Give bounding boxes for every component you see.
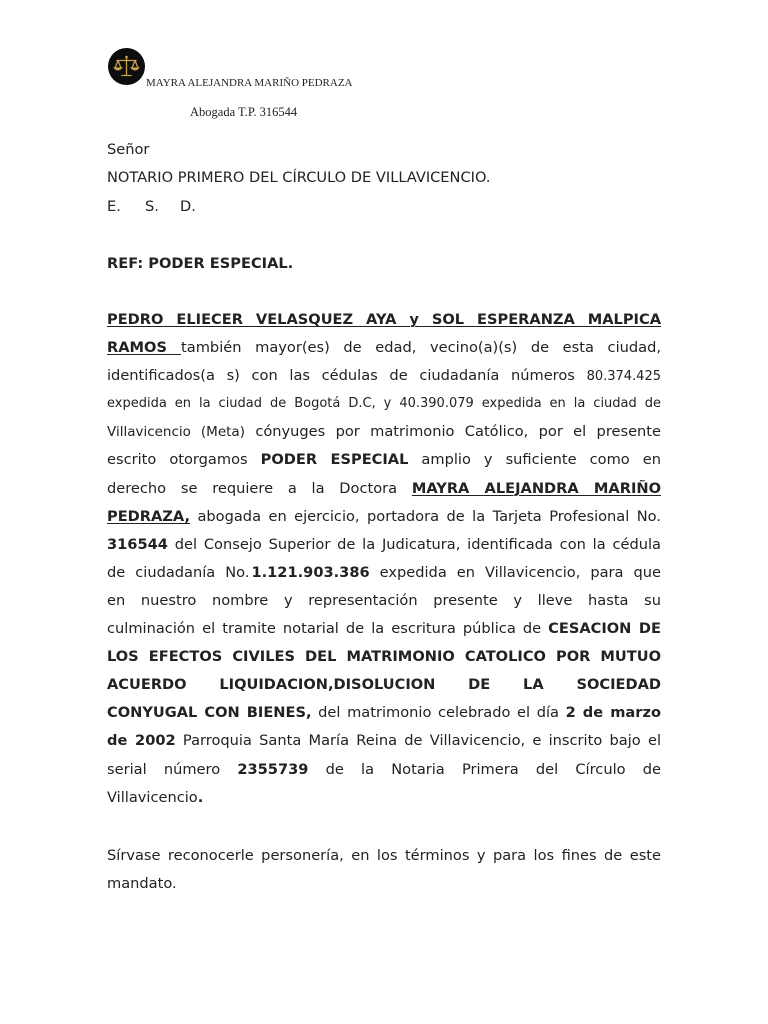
esd-line <box>107 193 196 221</box>
body-text: expedida en Villavicencio, para que <box>369 563 661 581</box>
closing-paragraph <box>107 842 661 898</box>
body-line <box>107 531 661 559</box>
emphasis-text: PODER ESPECIAL <box>260 451 409 469</box>
body-line <box>107 390 661 418</box>
grantors-names: RAMOS <box>107 339 182 357</box>
body-text: Parroquia Santa María Reina de Villavicencio, e inscrito bajo el <box>175 732 662 750</box>
body-text: amplio y suficiente como en <box>408 451 661 469</box>
emphasis-text: 2355739 <box>237 760 309 778</box>
esd-e: E. <box>107 198 121 215</box>
salutation: Señor <box>107 141 150 158</box>
body-line <box>107 615 661 643</box>
body-line <box>107 671 661 699</box>
body-line <box>107 503 661 531</box>
body-text: de ciudadanía No. <box>107 563 250 581</box>
body-line <box>107 756 661 784</box>
emphasis-text: CESACION DE <box>548 620 661 638</box>
scales-of-justice-graphic <box>108 48 145 85</box>
body-text: abogada en ejercicio, portadora de la Tarjeta Profesional No. <box>190 507 661 525</box>
grantors-names: PEDRO ELIECER VELASQUEZ AYA y SOL ESPERANZA MALPICA <box>107 311 661 328</box>
body-text: también mayor(es) de edad, vecino(a)(s) de esta ciudad, <box>181 339 661 357</box>
body-line <box>107 559 661 587</box>
body-text: del Consejo Superior de la Judicatura, identificada con la cédula <box>167 535 661 553</box>
body-line <box>107 699 661 727</box>
emphasis-text: ACUERDO LIQUIDACION,DISOLUCION DE LA SOCIEDAD <box>107 676 661 694</box>
attorney-name: MAYRA ALEJANDRA MARIÑO <box>411 479 661 497</box>
body-text: serial número <box>107 760 238 778</box>
body-line <box>107 306 661 334</box>
emphasis-text: . <box>197 788 204 806</box>
body-line <box>107 784 661 812</box>
id-number: 80.374.425 <box>586 369 661 385</box>
body-text: del matrimonio celebrado el día <box>311 704 566 722</box>
body-paragraph <box>107 306 661 812</box>
esd-s: S. <box>145 198 159 215</box>
scales-of-justice-icon <box>108 48 145 85</box>
closing-line: mandato. <box>107 875 177 893</box>
body-text: en nuestro nombre y representación presente y lleve hasta su <box>107 591 661 609</box>
attorney-name: PEDRAZA, <box>107 507 191 525</box>
body-text: Villavicencio <box>107 788 198 806</box>
emphasis-text: 2 de marzo <box>565 704 661 722</box>
recipient: NOTARIO PRIMERO DEL CÍRCULO DE VILLAVICENCIO. <box>107 169 491 186</box>
closing-line: Sírvase reconocerle personería, en los términos y para los fines de este <box>107 847 661 864</box>
body-line <box>107 334 661 362</box>
emphasis-text: LOS EFECTOS CIVILES DEL MATRIMONIO CATOLICO POR MUTUO <box>107 648 661 666</box>
emphasis-text: 316544 <box>107 535 168 553</box>
letterhead-name: MAYRA ALEJANDRA MARIÑO PEDRAZA <box>146 77 353 89</box>
letterhead-subtitle: Abogada T.P. 316544 <box>190 105 298 119</box>
body-text: cónyuges por matrimonio Católico, por el presente <box>244 423 662 441</box>
body-line <box>107 727 661 755</box>
body-line <box>107 587 661 615</box>
body-text: de la Notaria Primera del Círculo de <box>308 760 661 778</box>
emphasis-text: 1.121.903.386 <box>251 563 370 581</box>
body-text: culminación el tramite notarial de la escritura pública de <box>107 620 549 638</box>
body-line <box>107 446 661 474</box>
body-line <box>107 418 661 446</box>
body-text: derecho se requiere a la Doctora <box>107 479 412 497</box>
esd-d: D. <box>180 198 196 215</box>
body-text: expedida en la ciudad de Bogotá D.C, y 40.390.079 expedida en la ciudad de <box>107 396 661 412</box>
body-line <box>107 362 661 390</box>
emphasis-text: CONYUGAL CON BIENES, <box>107 704 312 722</box>
body-line <box>107 643 661 671</box>
body-text: identificados(a s) con las cédulas de ciudadanía números <box>107 367 587 385</box>
body-text: escrito otorgamos <box>107 451 261 469</box>
body-line <box>107 475 661 503</box>
body-text: Villavicencio (Meta) <box>107 424 245 441</box>
reference-line: REF: PODER ESPECIAL. <box>107 255 294 272</box>
emphasis-text: de 2002 <box>107 732 176 750</box>
